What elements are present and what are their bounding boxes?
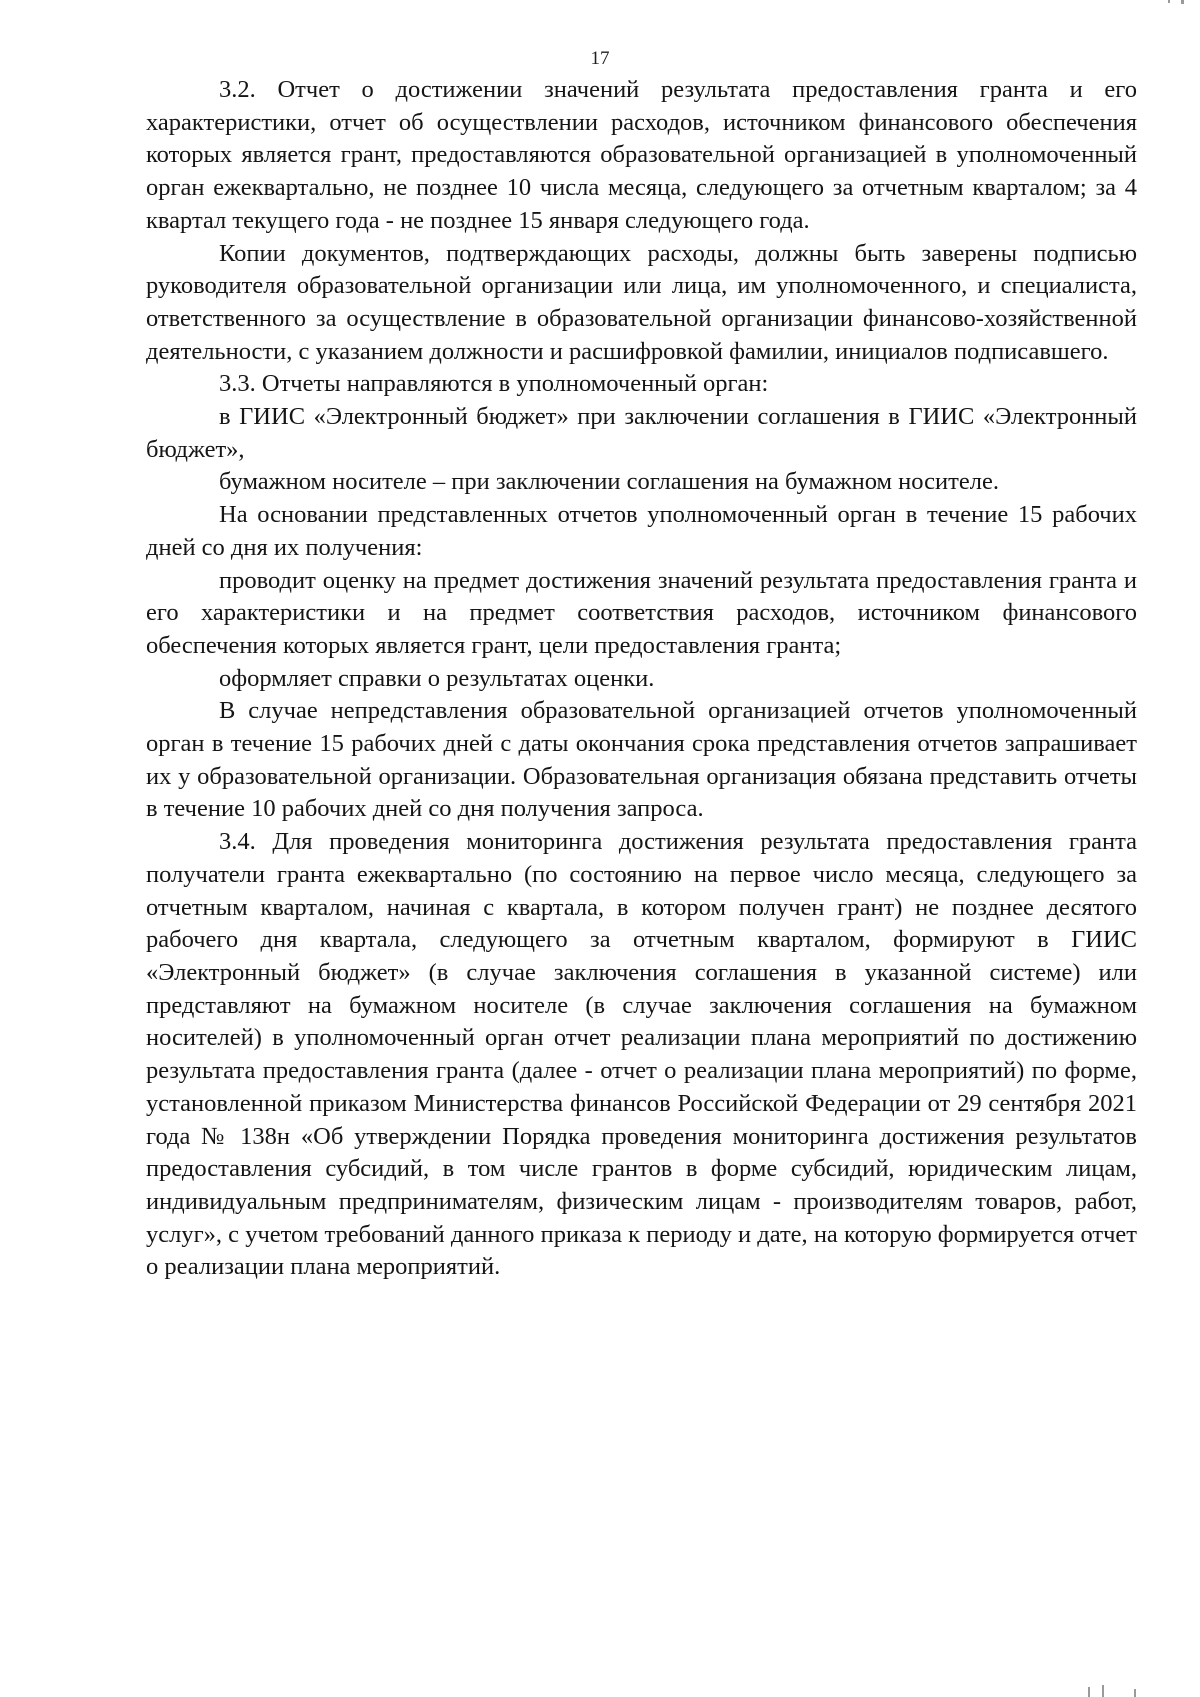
scan-artifact-bottom-right xyxy=(1088,1687,1090,1697)
paragraph-giis: в ГИИС «Электронный бюджет» при заключении соглашения в ГИИС «Электронный бюджет», xyxy=(146,403,1137,463)
scan-artifact-bottom-right-2 xyxy=(1102,1685,1104,1697)
paragraph-certificates: оформляет справки о результатах оценки. xyxy=(219,664,655,692)
page-number: 17 xyxy=(590,48,610,69)
paragraph-non-submission: В случае непредставления образовательной организацией отчетов уполномоченный орган в течение 15 рабочих дней с даты окончания срока представления отчетов запрашивает их у образовательной организации. Образовательная организация обязана представить отчеты в течение 10 рабочих дней со дня получения запроса. xyxy=(146,697,1137,823)
paragraph-3-3: 3.3. Отчеты направляются в уполномоченный орган: xyxy=(219,370,769,398)
document-body xyxy=(146,74,1137,1284)
paragraph-assessment: проводит оценку на предмет достижения значений результата предоставления гранта и его характеристики и на предмет соответствия расходов, источником финансового обеспечения которых является грант, цели предоставления гранта; xyxy=(146,566,1137,659)
paragraph-3-2: 3.2. Отчет о достижении значений результата предоставления гранта и его характеристики, отчет об осуществлении расходов, источником финансового обеспечения которых является грант, предоставляются образовательной организацией в уполномоченный орган ежеквартально, не позднее 10 числа месяца, следующего за отчетным кварталом; за 4 квартал текущего года - не позднее 15 января следующего года. xyxy=(146,76,1137,234)
scan-artifact-bottom-right-3 xyxy=(1134,1689,1136,1697)
scan-artifact-top-right-2 xyxy=(1168,0,1170,3)
scan-artifact-top-right xyxy=(1181,0,1184,4)
paragraph-basis: На основании представленных отчетов уполномоченный орган в течение 15 рабочих дней со дня их получения: xyxy=(146,501,1137,561)
paragraph-copies: Копии документов, подтверждающих расходы, должны быть заверены подписью руководителя образовательной организации или лица, им уполномоченного, и специалиста, ответственного за осуществление в образовательной организации финансово-хозяйственной деятельности, с указанием должности и расшифровкой фамилии, инициалов подписавшего. xyxy=(146,239,1137,365)
paragraph-paper: бумажном носителе – при заключении соглашения на бумажном носителе. xyxy=(219,468,999,496)
paragraph-3-4: 3.4. Для проведения мониторинга достижения результата предоставления гранта получатели гранта ежеквартально (по состоянию на первое число месяца, следующего за отчетным кварталом, начиная с квартала, в котором получен грант) не позднее десятого рабочего дня квартала, следующего за отчетным кварталом, формируют в ГИИС «Электронный бюджет» (в случае заключения соглашения в указанной системе) или представляют на бумажном носителе (в случае заключения соглашения на бумажном носителей) в уполномоченный орган отчет реализации плана мероприятий по достижению результата предоставления гранта (далее - отчет о реализации плана мероприятий) по форме, установленной приказом Министерства финансов Российской Федерации от 29 сентября 2021 года № 138н «Об утверждении Порядка проведения мониторинга достижения результатов предоставления субсидий, в том числе грантов в форме субсидий, юридическим лицам, индивидуальным предпринимателям, физическим лицам - производителям товаров, работ, услуг», с учетом требований данного приказа к периоду и дате, на которую формируется отчет о реализации плана мероприятий. xyxy=(146,828,1137,1281)
